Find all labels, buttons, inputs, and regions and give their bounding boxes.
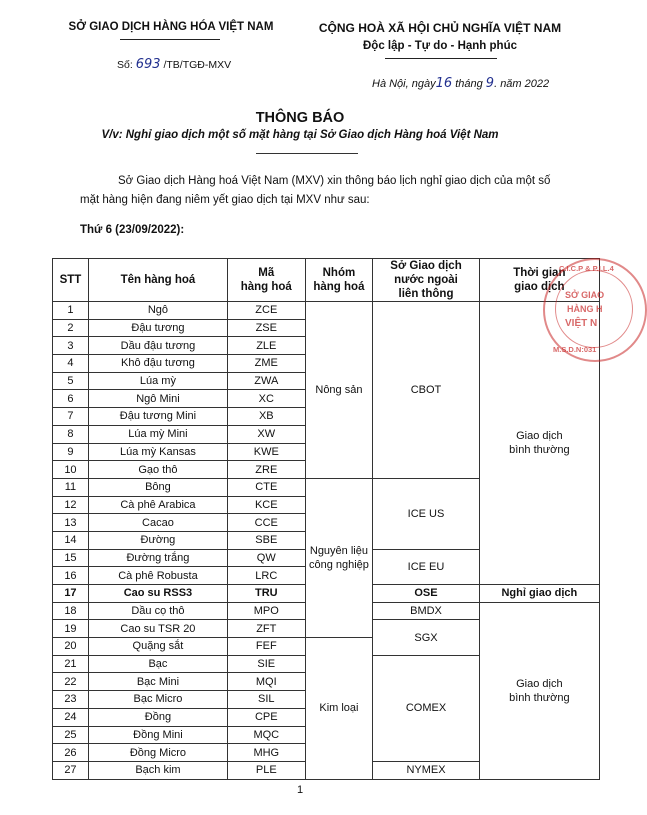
cell-code: KWE [228, 443, 306, 461]
cell-stt: 2 [53, 319, 89, 337]
col-header-group: Nhóm hàng hoá [305, 259, 373, 302]
cell-time: Giao dịch bình thường [479, 302, 599, 585]
cell-code: SBE [228, 531, 306, 549]
cell-name: Đồng Micro [88, 744, 227, 762]
cell-stt: 9 [53, 443, 89, 461]
intro-paragraph: Sở Giao dịch Hàng hoá Việt Nam (MXV) xin thông báo lịch nghỉ giao dịch của một số mặt hàng hiện đang niêm yết giao dịch tại MXV như sau: [80, 175, 551, 206]
cell-stt: 27 [53, 761, 89, 779]
cell-exchange: CBOT [373, 302, 479, 479]
cell-code: TRU [228, 585, 306, 603]
cell-code: ZME [228, 355, 306, 373]
cell-name: Ngô Mini [88, 390, 227, 408]
cell-code: KCE [228, 496, 306, 514]
cell-name: Cacao [88, 514, 227, 532]
cell-code: QW [228, 549, 306, 567]
cell-stt: 11 [53, 478, 89, 496]
cell-code: MQC [228, 726, 306, 744]
cell-exchange: ICE US [373, 478, 479, 549]
seal-line-1: SỞ GIAO [565, 290, 605, 300]
cell-name: Đường [88, 531, 227, 549]
cell-name: Lúa mỳ Mini [88, 425, 227, 443]
cell-code: ZSE [228, 319, 306, 337]
cell-code: ZCE [228, 302, 306, 320]
cell-name: Bạc [88, 655, 227, 673]
cell-stt: 13 [53, 514, 89, 532]
cell-name: Dầu cọ thô [88, 602, 227, 620]
seal-bottom-text: M.S.D.N:031 [553, 345, 597, 354]
seal-line-2: HÀNG H [567, 304, 603, 314]
cell-group: Nông sản [305, 302, 373, 479]
cell-stt: 5 [53, 372, 89, 390]
cell-name: Dầu đậu tương [88, 337, 227, 355]
document-title: THÔNG BÁO [255, 110, 345, 126]
col-header-name: Tên hàng hoá [88, 259, 227, 302]
cell-stt: 19 [53, 620, 89, 638]
cell-code: ZRE [228, 461, 306, 479]
date-month-label: tháng [455, 78, 483, 90]
cell-name: Cao su TSR 20 [88, 620, 227, 638]
cell-stt: 16 [53, 567, 89, 585]
cell-code: ZLE [228, 337, 306, 355]
motto: Độc lập - Tự do - Hạnh phúc [363, 40, 517, 52]
cell-stt: 20 [53, 638, 89, 656]
date-prefix: Hà Nội, ngày [372, 78, 436, 90]
cell-code: ZFT [228, 620, 306, 638]
divider [256, 153, 358, 154]
doc-no-prefix: Số: [117, 59, 133, 71]
cell-code: SIE [228, 655, 306, 673]
republic-title: CỘNG HOÀ XÃ HỘI CHỦ NGHĨA VIỆT NAM [318, 21, 562, 35]
cell-code: PLE [228, 761, 306, 779]
cell-exchange: BMDX [373, 602, 479, 620]
cell-name: Ngô [88, 302, 227, 320]
cell-code: XC [228, 390, 306, 408]
organization-name: SỞ GIAO DỊCH HÀNG HÓA VIỆT NAM [68, 21, 274, 33]
schedule-table [52, 258, 600, 780]
cell-time: Nghỉ giao dịch [479, 585, 599, 603]
cell-code: XW [228, 425, 306, 443]
cell-name: Cà phê Arabica [88, 496, 227, 514]
cell-stt: 6 [53, 390, 89, 408]
cell-group: Nguyên liệu công nghiệp [305, 478, 373, 637]
col-header-stt: STT [53, 259, 89, 302]
cell-stt: 21 [53, 655, 89, 673]
seal-top-text: C.I.C.P & P.I.L.4 [559, 264, 614, 273]
date-day: 16 [435, 76, 453, 91]
cell-group: Kim loại [305, 638, 373, 780]
cell-code: SIL [228, 691, 306, 709]
cell-stt: 25 [53, 726, 89, 744]
cell-time: Giao dịch bình thường [479, 602, 599, 779]
date-month: 9 [485, 76, 495, 91]
date-year: . năm 2022 [494, 78, 550, 90]
col-header-code: Mã hàng hoá [228, 259, 306, 302]
cell-code: FEF [228, 638, 306, 656]
cell-name: Bạc Mini [88, 673, 227, 691]
cell-name: Bông [88, 478, 227, 496]
table-header-row [53, 259, 600, 302]
cell-exchange: SGX [373, 620, 479, 655]
document-date [372, 76, 549, 91]
cell-stt: 10 [53, 461, 89, 479]
cell-stt: 18 [53, 602, 89, 620]
cell-code: XB [228, 408, 306, 426]
cell-name: Lúa mỳ [88, 372, 227, 390]
document-subtitle: V/v: Nghỉ giao dịch một số mặt hàng tại Sở Giao dịch Hàng hoá Việt Nam [101, 129, 499, 141]
cell-code: MHG [228, 744, 306, 762]
cell-stt: 22 [53, 673, 89, 691]
cell-stt: 14 [53, 531, 89, 549]
cell-code: MPO [228, 602, 306, 620]
cell-exchange: NYMEX [373, 761, 479, 779]
cell-stt: 1 [53, 302, 89, 320]
cell-stt: 26 [53, 744, 89, 762]
cell-exchange: ICE EU [373, 549, 479, 584]
col-header-time: Thời gian giao dịch [479, 259, 599, 302]
cell-stt: 4 [53, 355, 89, 373]
cell-name: Lúa mỳ Kansas [88, 443, 227, 461]
cell-name: Đậu tương [88, 319, 227, 337]
cell-name: Đồng Mini [88, 726, 227, 744]
doc-no-handwritten: 693 [135, 57, 161, 72]
day-label: Thứ 6 (23/09/2022): [80, 224, 185, 236]
cell-stt: 7 [53, 408, 89, 426]
official-seal [543, 258, 647, 362]
cell-exchange: OSE [373, 585, 479, 603]
cell-code: ZWA [228, 372, 306, 390]
cell-stt: 24 [53, 708, 89, 726]
cell-stt: 8 [53, 425, 89, 443]
cell-stt: 3 [53, 337, 89, 355]
page-number: 1 [296, 784, 304, 796]
cell-code: MQI [228, 673, 306, 691]
cell-name: Cà phê Robusta [88, 567, 227, 585]
cell-name: Gạo thô [88, 461, 227, 479]
divider [120, 39, 220, 40]
cell-code: CPE [228, 708, 306, 726]
cell-stt: 23 [53, 691, 89, 709]
cell-stt: 15 [53, 549, 89, 567]
cell-code: CTE [228, 478, 306, 496]
document-number [117, 57, 231, 72]
cell-name: Đồng [88, 708, 227, 726]
cell-code: LRC [228, 567, 306, 585]
cell-stt: 17 [53, 585, 89, 603]
cell-name: Bạch kim [88, 761, 227, 779]
col-header-exchange: Sở Giao dịch nước ngoài liên thông [373, 259, 479, 302]
doc-no-suffix: /TB/TGĐ-MXV [163, 59, 232, 71]
cell-exchange: COMEX [373, 655, 479, 761]
cell-name: Cao su RSS3 [88, 585, 227, 603]
cell-stt: 12 [53, 496, 89, 514]
table-row [53, 302, 600, 320]
cell-code: CCE [228, 514, 306, 532]
cell-name: Đậu tương Mini [88, 408, 227, 426]
cell-name: Đường trắng [88, 549, 227, 567]
cell-name: Khô đậu tương [88, 355, 227, 373]
cell-name: Quặng sắt [88, 638, 227, 656]
divider [385, 58, 497, 59]
seal-line-3: VIỆT N [565, 318, 598, 329]
cell-name: Bạc Micro [88, 691, 227, 709]
